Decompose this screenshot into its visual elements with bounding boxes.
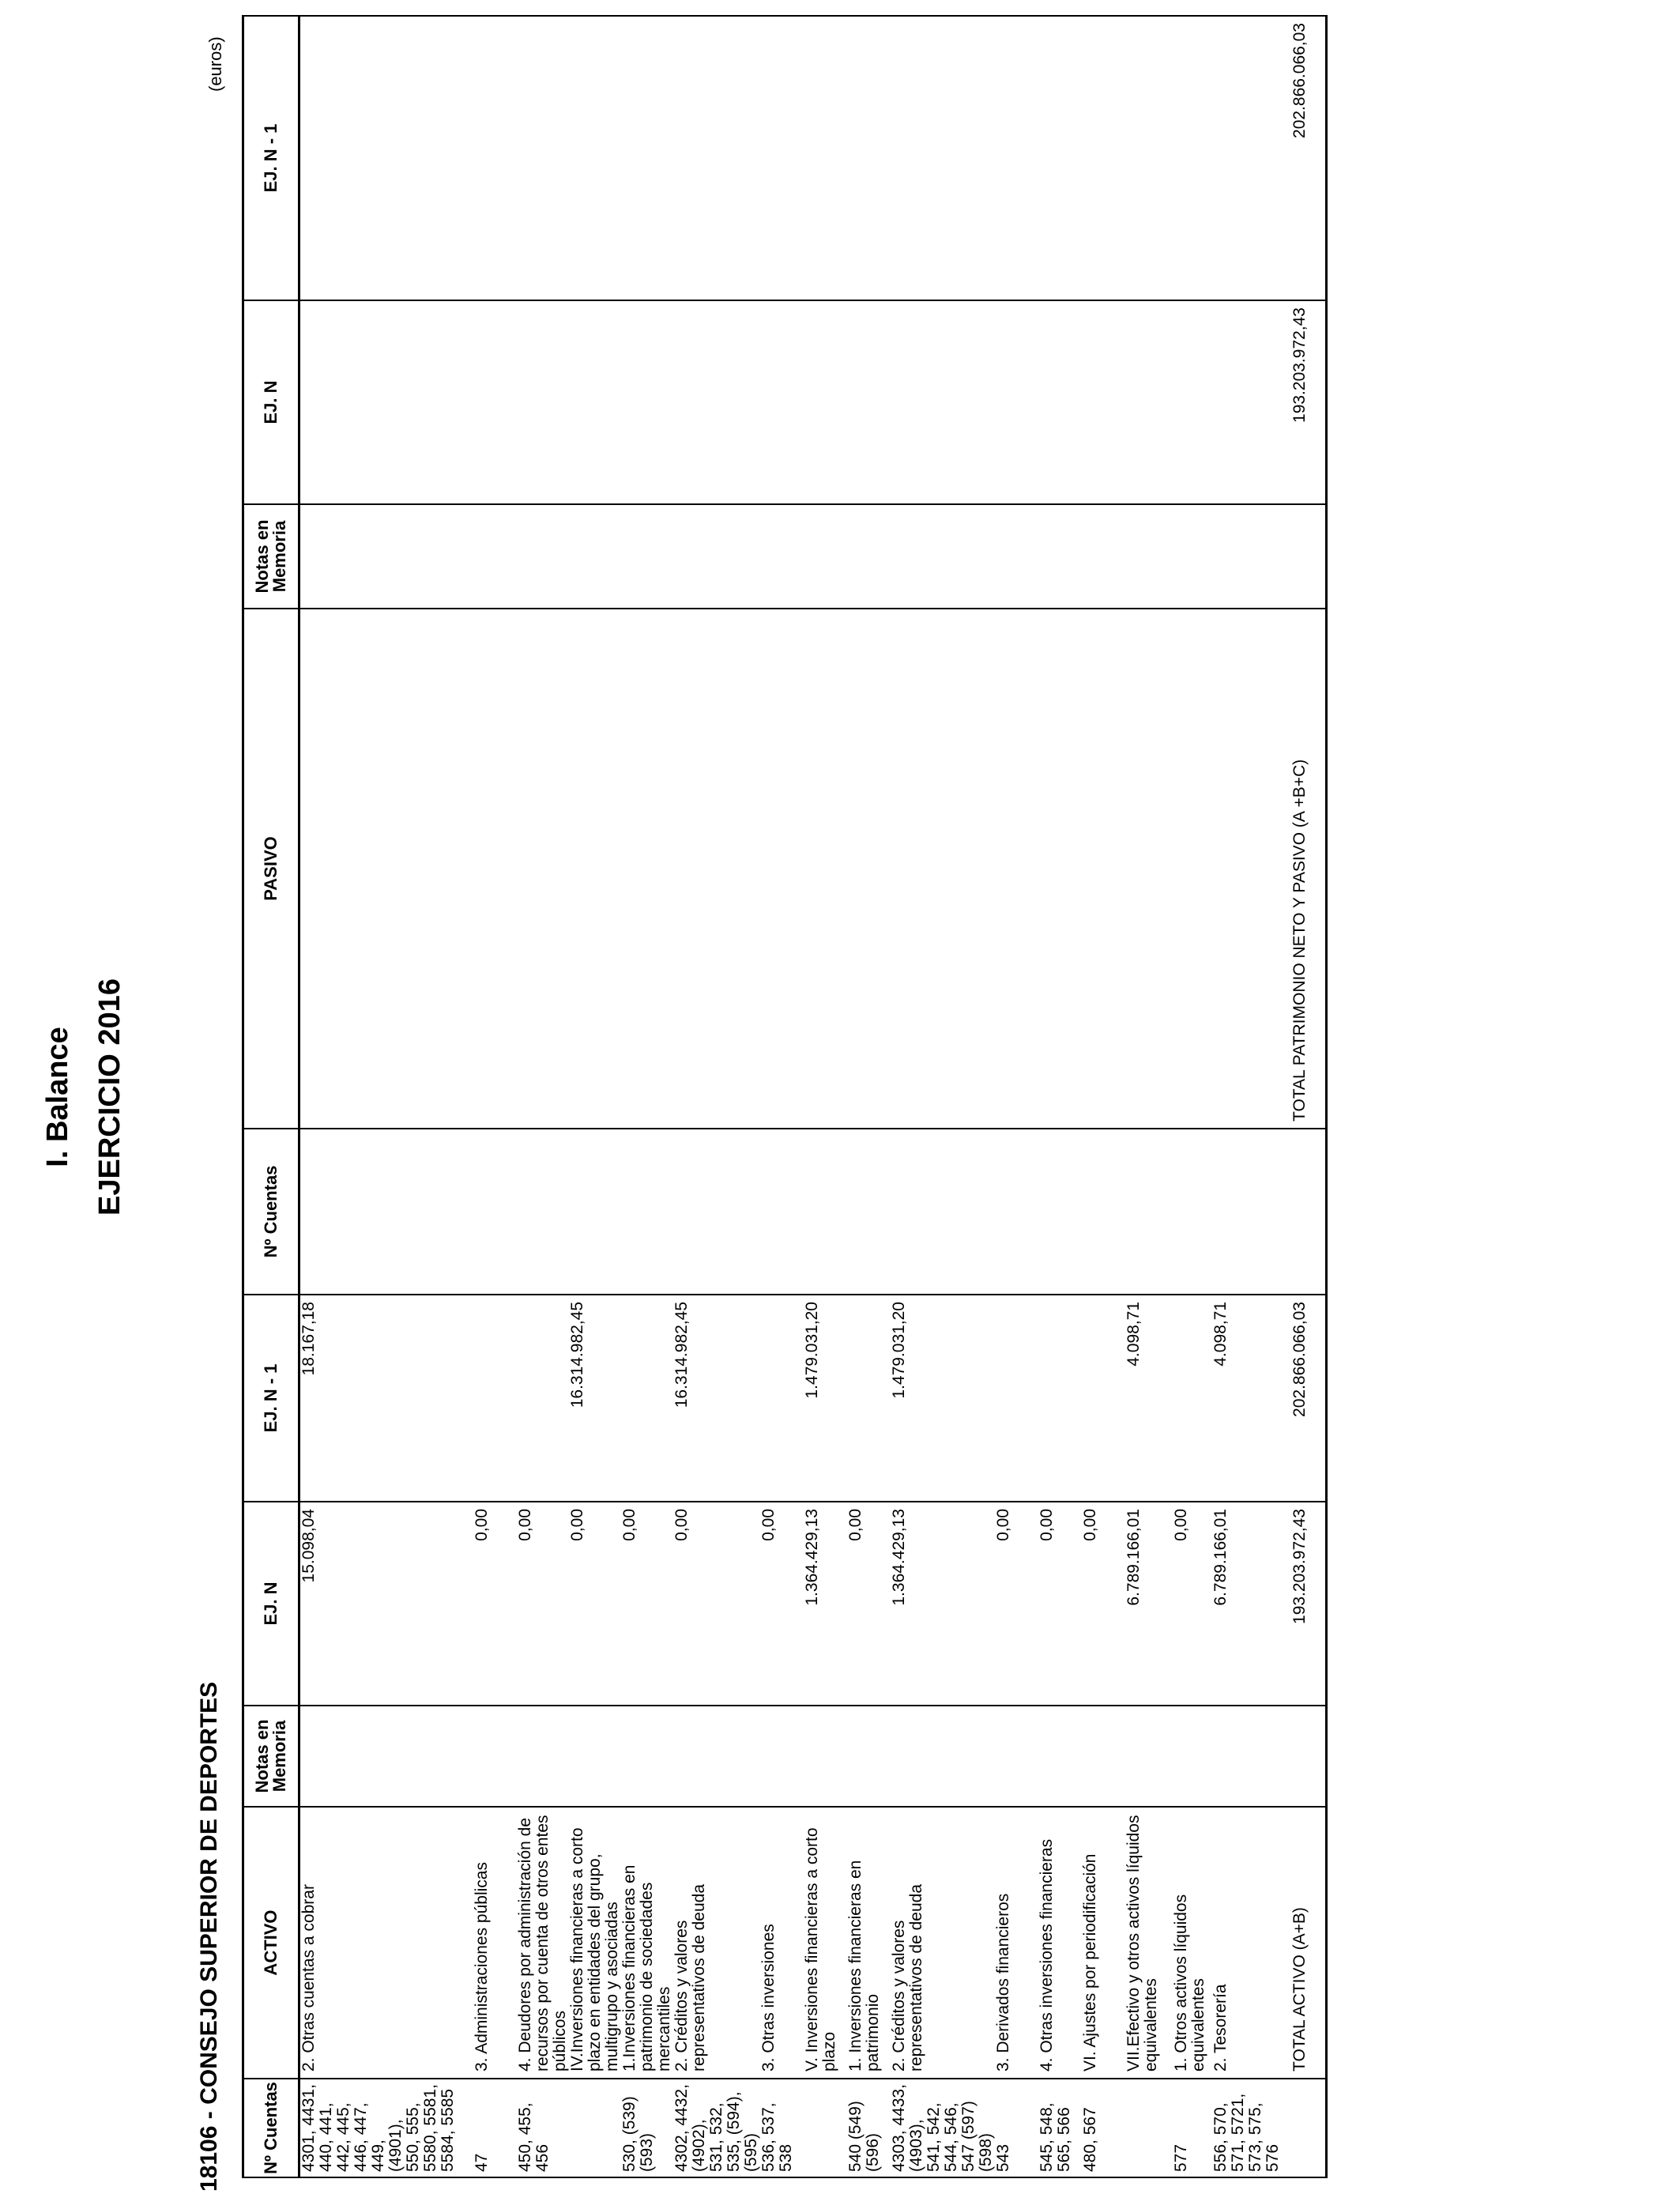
table-row — [804, 16, 847, 2177]
cell-ej-n: 0,00 — [1173, 1502, 1212, 1706]
cell-ej-n: 1.364.429,13 — [804, 1502, 847, 1706]
header-notas — [243, 1706, 299, 1807]
header-ej-n1: EJ. N - 1 — [243, 1295, 299, 1502]
cell-ej-n1 — [1173, 1295, 1212, 1502]
cell-empty — [1173, 1129, 1212, 1295]
header-cuentas: Nº Cuentas — [243, 2079, 299, 2177]
balance-table — [242, 15, 1328, 2178]
header-ej-n-pasivo: EJ. N — [243, 300, 299, 504]
cell-notas — [621, 1706, 673, 1807]
table-row — [673, 16, 760, 2177]
cell-activo: IV.Inversiones financieras a corto plazo en entidades del grupo, multigrupo y asociadas — [569, 1807, 621, 2079]
cell-empty — [1082, 504, 1125, 609]
cell-notas — [473, 1706, 517, 1807]
cell-empty — [1038, 504, 1082, 609]
cell-empty — [804, 300, 847, 504]
header-notas-pasivo — [243, 504, 299, 609]
cell-activo: VI. Ajustes por periodificación — [1082, 1807, 1125, 2079]
cell-empty — [847, 609, 891, 1129]
cell-empty — [621, 609, 673, 1129]
cell-empty — [1212, 504, 1291, 609]
cell-ej-n1 — [473, 1295, 517, 1502]
cell-activo: 4. Deudores por administración de recursos por cuenta de otros entes públicos — [517, 1807, 569, 2079]
cell-empty — [1173, 300, 1212, 504]
cell-empty — [299, 300, 473, 504]
cell-empty — [760, 1129, 804, 1295]
header-activo: ACTIVO — [243, 1807, 299, 2079]
cell-notas — [891, 1706, 995, 1807]
cell-ej-n1 — [517, 1295, 569, 1502]
cell-empty — [760, 300, 804, 504]
cell-empty — [473, 1129, 517, 1295]
cell-cuentas: 480, 567 — [1082, 2079, 1125, 2177]
cell-notas — [804, 1706, 847, 1807]
cell-empty — [517, 16, 569, 300]
cell-cuentas: 545, 548, 565, 566 — [1038, 2079, 1082, 2177]
cell-ej-n1: 16.314.982,45 — [673, 1295, 760, 1502]
cell-empty — [847, 300, 891, 504]
cell-empty — [891, 504, 995, 609]
cell-ej-n1: 16.314.982,45 — [569, 1295, 621, 1502]
cell-ej-n1: 1.479.031,20 — [891, 1295, 995, 1502]
cell-notas — [995, 1706, 1038, 1807]
cell-empty — [1125, 16, 1173, 300]
total-pasivo-label: TOTAL PATRIMONIO NETO Y PASIVO (A +B+C) — [1291, 609, 1327, 1129]
cell-notas — [299, 1706, 473, 1807]
cell-cuentas: 543 — [995, 2079, 1038, 2177]
total-row — [1291, 16, 1327, 2177]
cell-empty — [1212, 16, 1291, 300]
cell-cuentas: 530, (539) (593) — [621, 2079, 673, 2177]
cell-ej-n: 1.364.429,13 — [891, 1502, 995, 1706]
cell-empty — [760, 504, 804, 609]
cell-empty — [1173, 16, 1212, 300]
cell-activo: 3. Otras inversiones — [760, 1807, 804, 2079]
table-header-row — [243, 16, 299, 2177]
cell-empty — [1212, 609, 1291, 1129]
cell-notas — [1173, 1706, 1212, 1807]
cell-cuentas: 4302, 4432, (4902), 531, 532, 535, (594), (595) — [673, 2079, 760, 2177]
table-row — [760, 16, 804, 2177]
cell-cuentas-pasivo — [1291, 1129, 1327, 1295]
table-row — [517, 16, 569, 2177]
cell-empty — [1082, 16, 1125, 300]
cell-cuentas: 450, 455, 456 — [517, 2079, 569, 2177]
cell-empty — [804, 16, 847, 300]
cell-notas — [673, 1706, 760, 1807]
cell-ej-n: 15.098,04 — [299, 1502, 473, 1706]
cell-empty — [1173, 609, 1212, 1129]
cell-empty — [1082, 1129, 1125, 1295]
cell-empty — [1038, 1129, 1082, 1295]
cell-empty — [1212, 300, 1291, 504]
cell-empty — [517, 300, 569, 504]
cell-notas — [1038, 1706, 1082, 1807]
cell-empty — [1125, 504, 1173, 609]
cell-empty — [804, 504, 847, 609]
cell-cuentas: 4301, 4431, 440, 441, 442, 445, 446, 447, 449, (4901), 550, 555, 5580, 5581, 5584, 5585 — [299, 2079, 473, 2177]
cell-empty — [299, 609, 473, 1129]
cell-empty — [760, 609, 804, 1129]
cell-ej-n1 — [760, 1295, 804, 1502]
cell-cuentas — [804, 2079, 847, 2177]
cell-empty — [1038, 16, 1082, 300]
cell-empty — [1082, 609, 1125, 1129]
cell-cuentas: 540 (549) (596) — [847, 2079, 891, 2177]
cell-ej-n1 — [1038, 1295, 1082, 1502]
cell-empty — [673, 609, 760, 1129]
cell-ej-n: 0,00 — [621, 1502, 673, 1706]
cell-empty — [299, 504, 473, 609]
table-row — [621, 16, 673, 2177]
cell-activo: 2. Otras cuentas a cobrar — [299, 1807, 473, 2079]
cell-ej-n: 0,00 — [569, 1502, 621, 1706]
table-row — [847, 16, 891, 2177]
cell-empty — [995, 300, 1038, 504]
table-row — [569, 16, 621, 2177]
cell-notas — [1082, 1706, 1125, 1807]
cell-empty — [621, 504, 673, 609]
cell-cuentas: 577 — [1173, 2079, 1212, 2177]
cell-cuentas: 556, 570, 571, 5721, 573, 575, 576 — [1212, 2079, 1291, 2177]
cell-cuentas: 47 — [473, 2079, 517, 2177]
header-notas2-line2: Memoria — [269, 520, 289, 593]
cell-empty — [473, 504, 517, 609]
cell-ej-n: 0,00 — [517, 1502, 569, 1706]
cell-ej-n1 — [1082, 1295, 1125, 1502]
cell-notas — [569, 1706, 621, 1807]
cell-ej-n1: 4.098,71 — [1212, 1295, 1291, 1502]
cell-empty — [299, 1129, 473, 1295]
table-row — [1212, 16, 1291, 2177]
cell-activo: 3. Administraciones públicas — [473, 1807, 517, 2079]
cell-activo: 1. Otros activos líquidos equivalentes — [1173, 1807, 1212, 2079]
cell-empty — [673, 16, 760, 300]
cell-empty — [1125, 1129, 1173, 1295]
cell-ej-n1: 1.479.031,20 — [804, 1295, 847, 1502]
cell-empty — [1082, 300, 1125, 504]
cell-empty — [673, 504, 760, 609]
cell-empty — [569, 504, 621, 609]
header-ej-n: EJ. N — [243, 1502, 299, 1706]
cell-cuentas: 4303, 4433, (4903), 541, 542, 544, 546, 547 (597) (598) — [891, 2079, 995, 2177]
total-pasivo-ej-n: 193.203.972,43 — [1291, 300, 1327, 504]
cell-cuentas: 536, 537, 538 — [760, 2079, 804, 2177]
cell-empty — [891, 300, 995, 504]
cell-empty — [847, 1129, 891, 1295]
cell-ej-n1 — [847, 1295, 891, 1502]
table-row — [1082, 16, 1125, 2177]
cell-ej-n1: 4.098,71 — [1125, 1295, 1173, 1502]
cell-activo: 2. Créditos y valores representativos de deuda — [673, 1807, 760, 2079]
total-activo-ej-n: 193.203.972,43 — [1291, 1502, 1327, 1706]
table-row — [891, 16, 995, 2177]
cell-empty — [804, 1129, 847, 1295]
cell-empty — [847, 16, 891, 300]
cell-empty — [1038, 609, 1082, 1129]
cell-ej-n: 0,00 — [673, 1502, 760, 1706]
cell-empty — [995, 16, 1038, 300]
table-row — [1173, 16, 1212, 2177]
cell-empty — [995, 504, 1038, 609]
cell-empty — [1212, 1129, 1291, 1295]
cell-empty — [473, 609, 517, 1129]
cell-empty — [569, 300, 621, 504]
cell-empty — [299, 16, 473, 300]
header-notas-line1: Notas en — [252, 1719, 272, 1793]
cell-ej-n1 — [995, 1295, 1038, 1502]
cell-activo: 3. Derivados financieros — [995, 1807, 1038, 2079]
cell-notas-pasivo — [1291, 504, 1327, 609]
cell-empty — [473, 16, 517, 300]
total-pasivo-ej-n1: 202.866.066,03 — [1291, 16, 1327, 300]
cell-ej-n: 6.789.166,01 — [1125, 1502, 1173, 1706]
cell-cuentas — [1125, 2079, 1173, 2177]
table-row — [473, 16, 517, 2177]
header-notas2-line1: Notas en — [252, 519, 272, 594]
cell-ej-n: 0,00 — [847, 1502, 891, 1706]
cell-empty — [569, 1129, 621, 1295]
cell-empty — [569, 609, 621, 1129]
cell-empty — [891, 609, 995, 1129]
cell-ej-n: 6.789.166,01 — [1212, 1502, 1291, 1706]
cell-empty — [847, 504, 891, 609]
table-row — [995, 16, 1038, 2177]
cell-notas — [1212, 1706, 1291, 1807]
cell-ej-n: 0,00 — [995, 1502, 1038, 1706]
cell-empty — [1173, 504, 1212, 609]
cell-ej-n1 — [621, 1295, 673, 1502]
table-row — [1038, 16, 1082, 2177]
cell-ej-n: 0,00 — [1038, 1502, 1082, 1706]
table-row — [299, 16, 473, 2177]
cell-empty — [621, 16, 673, 300]
cell-activo: VII.Efectivo y otros activos líquidos equivalentes — [1125, 1807, 1173, 2079]
cell-activo: 1. Inversiones financieras en patrimonio — [847, 1807, 891, 2079]
cell-empty — [1125, 609, 1173, 1129]
cell-empty — [760, 16, 804, 300]
cell-empty — [1125, 300, 1173, 504]
cell-empty — [891, 1129, 995, 1295]
cell-empty — [804, 609, 847, 1129]
cell-empty — [995, 1129, 1038, 1295]
cell-activo: 1.Inversiones financieras en patrimonio de sociedades mercantiles — [621, 1807, 673, 2079]
cell-empty — [473, 300, 517, 504]
cell-notas — [517, 1706, 569, 1807]
cell-empty — [891, 16, 995, 300]
cell-activo: 4. Otras inversiones financieras — [1038, 1807, 1082, 2079]
cell-cuentas — [569, 2079, 621, 2177]
currency-unit: (euros) — [205, 36, 225, 92]
table-row — [1125, 16, 1173, 2177]
cell-activo: 2. Créditos y valores representativos de deuda — [891, 1807, 995, 2079]
cell-empty — [517, 504, 569, 609]
organization-title: 18106 - CONSEJO SUPERIOR DE DEPORTES — [196, 1681, 222, 2192]
page-title: I. Balance — [41, 1027, 74, 1167]
cell-empty — [1038, 300, 1082, 504]
cell-ej-n1: 18.167,18 — [299, 1295, 473, 1502]
cell-ej-n: 0,00 — [760, 1502, 804, 1706]
cell-notas — [847, 1706, 891, 1807]
cell-ej-n: 0,00 — [473, 1502, 517, 1706]
header-ej-n1-pasivo: EJ. N - 1 — [243, 16, 299, 300]
cell-notas — [1291, 1706, 1327, 1807]
cell-notas — [1125, 1706, 1173, 1807]
cell-ej-n: 0,00 — [1082, 1502, 1125, 1706]
total-activo-ej-n1: 202.866.066,03 — [1291, 1295, 1327, 1502]
cell-empty — [621, 1129, 673, 1295]
cell-empty — [673, 300, 760, 504]
total-activo-label: TOTAL ACTIVO (A+B) — [1291, 1807, 1327, 2079]
cell-empty — [517, 1129, 569, 1295]
header-cuentas-pasivo: Nº Cuentas — [243, 1129, 299, 1295]
cell-empty — [621, 300, 673, 504]
cell-notas — [760, 1706, 804, 1807]
cell-cuentas — [1291, 2079, 1327, 2177]
header-pasivo: PASIVO — [243, 609, 299, 1129]
cell-empty — [995, 609, 1038, 1129]
exercise-title: EJERCICIO 2016 — [93, 978, 126, 1216]
cell-empty — [569, 16, 621, 300]
cell-empty — [673, 1129, 760, 1295]
cell-activo: 2. Tesorería — [1212, 1807, 1291, 2079]
header-notas-line2: Memoria — [269, 1720, 289, 1793]
cell-empty — [517, 609, 569, 1129]
cell-activo: V. Inversiones financieras a corto plazo — [804, 1807, 847, 2079]
